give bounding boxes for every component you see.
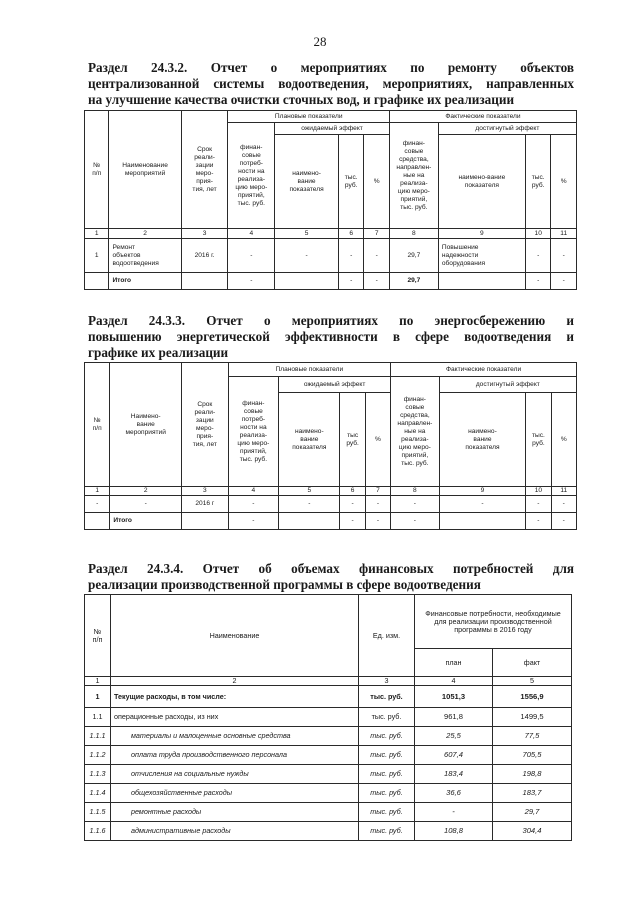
header-expected-effect: ожидаемый эффект: [279, 377, 391, 393]
row-num: 1.1.6: [85, 822, 111, 841]
cell: 2016 г.: [181, 239, 228, 273]
section-heading-24-3-4: [88, 561, 574, 593]
row-num: 1.1: [85, 708, 111, 727]
cell: -: [275, 239, 339, 273]
header-percent-actual: %: [551, 393, 576, 487]
header-planned: Плановые показатели: [228, 111, 390, 123]
row-unit: тыс. руб.: [359, 746, 415, 765]
row-unit: тыс. руб.: [359, 784, 415, 803]
col-number: 3: [182, 487, 228, 496]
row-num: 1.1.3: [85, 765, 111, 784]
table-row: [85, 746, 572, 765]
cell: -: [525, 239, 551, 273]
row-plan: 108,8: [415, 822, 493, 841]
row-num: 1.1.1: [85, 727, 111, 746]
col-number: 1: [85, 677, 111, 686]
col-number: 8: [389, 229, 438, 239]
col-number: 8: [391, 487, 440, 496]
row-fact: 77,5: [493, 727, 572, 746]
col-number: 5: [279, 487, 340, 496]
heading-line: Раздел 24.3.4. Отчет об объемах финансовых потребностей для: [88, 561, 574, 576]
header-fin-actual: финан- совые средства, направлен- ные на реализа- цию меро- приятий, тыс. руб.: [391, 377, 440, 487]
row-unit: тыс. руб.: [359, 765, 415, 784]
heading-line: повышению энергетической эффективности в сфере водоотведения и: [88, 329, 574, 344]
table-row: [85, 765, 572, 784]
col-number: 5: [275, 229, 339, 239]
header-fin-planned: финан- совые потреб- ности на реализа- цию меро- приятий, тыс. руб.: [228, 377, 279, 487]
col-number: 5: [493, 677, 572, 686]
col-number: 3: [181, 229, 228, 239]
row-plan: 961,8: [415, 708, 493, 727]
heading-line: Раздел 24.3.3. Отчет о мероприятиях по энергосбережению и: [88, 313, 574, 328]
row-plan: 607,4: [415, 746, 493, 765]
row-unit: тыс. руб.: [359, 822, 415, 841]
page-number: 28: [313, 34, 327, 49]
header-expected-effect: ожидаемый эффект: [275, 123, 390, 135]
header-actual: Фактические показатели: [391, 363, 577, 377]
table-financial-needs: [84, 594, 572, 841]
heading-line: реализации производственной программы в сфере водоотведения: [88, 577, 481, 592]
col-number: 2: [111, 677, 359, 686]
header-fin-planned: финан- совые потреб- ности на реализа- цию меро- приятий, тыс. руб.: [228, 123, 275, 229]
cell: -: [526, 496, 551, 513]
row-num: 1.1.4: [85, 784, 111, 803]
header-fact: факт: [493, 649, 572, 677]
cell: -: [551, 239, 577, 273]
col-number: 7: [364, 229, 390, 239]
header-achieved-effect: достигнутый эффект: [439, 377, 576, 393]
header-fin-needs: Финансовые потребности, необходимые для реализации производственной программы в 2016 году: [415, 595, 572, 649]
col-number: 10: [526, 487, 551, 496]
col-number: 4: [228, 229, 275, 239]
total-row: [85, 513, 577, 530]
row-fact: 304,4: [493, 822, 572, 841]
heading-line: графике их реализации: [88, 345, 229, 360]
row-plan: 1051,3: [415, 686, 493, 708]
col-number: 7: [365, 487, 390, 496]
header-indicator-name-actual: наимено- вание показателя: [439, 393, 526, 487]
header-name: Наименование мероприятий: [109, 111, 181, 229]
col-number: 6: [340, 487, 365, 496]
total-label: Итого: [110, 513, 182, 530]
header-thousand-rub: тыс. руб.: [338, 135, 364, 229]
table-row: [85, 708, 572, 727]
row-name: отчисления на социальные нужды: [111, 765, 359, 784]
header-indicator-name: наимено- вание показателя: [279, 393, 340, 487]
row-plan: 36,6: [415, 784, 493, 803]
row-fact: 705,5: [493, 746, 572, 765]
column-numbers-row: [85, 229, 577, 239]
table-repair-measures: [84, 110, 577, 290]
table-row: [85, 784, 572, 803]
section-heading-24-3-3: [88, 313, 574, 361]
cell: -: [365, 513, 390, 530]
header-thousand-rub-actual: тыс. руб.: [525, 135, 551, 229]
row-num: 1.1.5: [85, 803, 111, 822]
table-row: [85, 686, 572, 708]
col-number: 6: [338, 229, 364, 239]
header-percent-actual: %: [551, 135, 577, 229]
cell: -: [340, 496, 365, 513]
header-term: Срок реали- зации меро- прия- тия, лет: [181, 111, 228, 229]
row-name: Текущие расходы, в том числе:: [111, 686, 359, 708]
table-row: [85, 803, 572, 822]
cell: 29,7: [389, 239, 438, 273]
cell: -: [338, 239, 364, 273]
col-number: 2: [110, 487, 182, 496]
cell: -: [391, 513, 440, 530]
header-percent: %: [364, 135, 390, 229]
col-number: 1: [85, 229, 109, 239]
header-planned: Плановые показатели: [228, 363, 391, 377]
header-name: Наимено- вание мероприятий: [110, 363, 182, 487]
cell: -: [364, 239, 390, 273]
cell: -: [338, 273, 364, 290]
col-number: 9: [439, 487, 526, 496]
cell: -: [228, 239, 275, 273]
table-energy-saving: [84, 362, 577, 530]
row-unit: тыс. руб.: [359, 727, 415, 746]
header-fin-actual: финан- совые средства, направлен- ные на реализа- цию меро- приятий, тыс. руб.: [389, 123, 438, 229]
cell: -: [526, 513, 551, 530]
cell: -: [110, 496, 182, 513]
heading-line: Раздел 24.3.2. Отчет о мероприятиях по ремонту объектов: [88, 60, 574, 75]
row-name: ремонтные расходы: [111, 803, 359, 822]
col-number: 11: [551, 487, 576, 496]
row-plan: -: [415, 803, 493, 822]
header-num: № п/п: [85, 111, 109, 229]
col-number: 2: [109, 229, 181, 239]
row-unit: тыс. руб.: [359, 803, 415, 822]
row-unit: тыс. руб.: [359, 708, 415, 727]
row-name: административные расходы: [111, 822, 359, 841]
header-indicator-name-actual: наимено-вание показателя: [438, 135, 525, 229]
row-name: материалы и малоценные основные средства: [111, 727, 359, 746]
header-name: Наименование: [111, 595, 359, 677]
col-number: 1: [85, 487, 110, 496]
row-fact: 1499,5: [493, 708, 572, 727]
cell: Ремонт объектов водоотведения: [109, 239, 181, 273]
cell: -: [364, 273, 390, 290]
table-row: [85, 727, 572, 746]
cell: 29,7: [389, 273, 438, 290]
header-achieved-effect: достигнутый эффект: [438, 123, 576, 135]
header-thousand-rub: тыс руб.: [340, 393, 365, 487]
cell: -: [340, 513, 365, 530]
row-plan: 183,4: [415, 765, 493, 784]
total-label: Итого: [109, 273, 181, 290]
col-number: 11: [551, 229, 577, 239]
cell: -: [525, 273, 551, 290]
row-fact: 183,7: [493, 784, 572, 803]
col-number: 4: [415, 677, 493, 686]
row-fact: 29,7: [493, 803, 572, 822]
row-num: 1: [85, 686, 111, 708]
row-plan: 25,5: [415, 727, 493, 746]
cell: -: [228, 273, 275, 290]
col-number: 3: [359, 677, 415, 686]
row-name: операционные расходы, из них: [111, 708, 359, 727]
col-number: 10: [525, 229, 551, 239]
cell: -: [85, 496, 110, 513]
column-numbers-row: [85, 677, 572, 686]
row-fact: 1556,9: [493, 686, 572, 708]
col-number: 9: [438, 229, 525, 239]
header-percent: %: [365, 393, 390, 487]
header-actual: Фактические показатели: [389, 111, 576, 123]
cell: -: [279, 496, 340, 513]
section-heading-24-3-2: [88, 60, 574, 108]
header-indicator-name: наимено- вание показателя: [275, 135, 339, 229]
heading-line: на улучшение качества очистки сточных вод, и графике их реализации: [88, 92, 515, 107]
cell: -: [365, 496, 390, 513]
cell: -: [391, 496, 440, 513]
cell: -: [439, 496, 526, 513]
cell: -: [228, 513, 279, 530]
table-row: [85, 239, 577, 273]
header-num: № п/п: [85, 363, 110, 487]
row-name: оплата труда производственного персонала: [111, 746, 359, 765]
cell: -: [551, 273, 577, 290]
table-row: [85, 496, 577, 513]
column-numbers-row: [85, 487, 577, 496]
header-term: Срок реали- зации меро- прия- тия, лет: [182, 363, 228, 487]
cell: 1: [85, 239, 109, 273]
header-unit: Ед. изм.: [359, 595, 415, 677]
cell: Повышение надежности оборудования: [438, 239, 525, 273]
cell: -: [228, 496, 279, 513]
row-unit: тыс. руб.: [359, 686, 415, 708]
col-number: 4: [228, 487, 279, 496]
row-num: 1.1.2: [85, 746, 111, 765]
row-fact: 198,8: [493, 765, 572, 784]
header-thousand-rub-actual: тыс. руб.: [526, 393, 551, 487]
cell: -: [551, 496, 576, 513]
cell: 2016 г: [182, 496, 228, 513]
header-plan: план: [415, 649, 493, 677]
header-num: № п/п: [85, 595, 111, 677]
table-row: [85, 822, 572, 841]
cell: -: [551, 513, 576, 530]
heading-line: централизованной системы водоотведения, мероприятиях, направленных: [88, 76, 574, 91]
total-row: [85, 273, 577, 290]
row-name: общехозяйственные расходы: [111, 784, 359, 803]
